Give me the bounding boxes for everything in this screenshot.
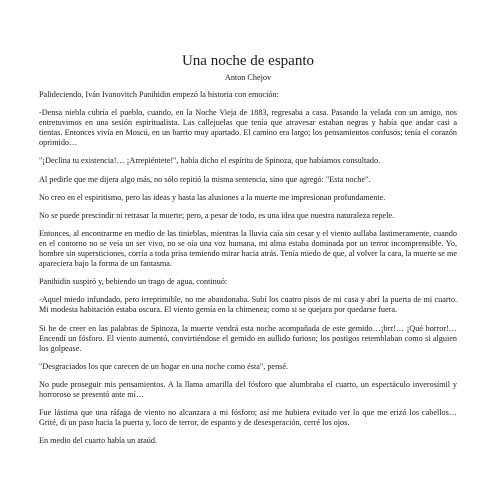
paragraph: No creo en el espiritismo, pero las ideas y hasta las alusiones a la muerte me impresionan profundamente. <box>39 192 386 202</box>
document-author: Anton Chejov <box>224 73 272 82</box>
paragraph: No se puede prescindir ni retrasar la muerte; pero, a pesar de todo, es una idea que nuestra naturaleza repele. <box>39 210 395 220</box>
paragraph: Al pedirle que me dijera algo más, no sólo repitió la misma sentencia, sino que agregó: "Esta noche". <box>39 174 371 184</box>
paragraph: En medio del cuarto había un ataúd. <box>39 436 157 446</box>
paragraph: Panihidin suspiró y, bebiendo un trago de agua, continuó: <box>39 277 228 287</box>
paragraph: Entonces, al encontrarme en medio de las tinieblas, mientras la lluvia caía sin cesar y el viento aullaba lastimeramente, cuando en el contorno no se veía un ser vivo, no se oía una voz humana, mi alma estaba dominada por un terror incomprensible. Yo, hombre sin supersticiones, corría a toda prisa temiendo mirar hacia atrás. Tenía miedo de que, al volver la cara, la muerte se me apareciera bajo la forma de un fantasma. <box>39 228 457 269</box>
paragraph: -Aquel miedo infundado, pero irreprimible, no me abandonaba. Subí los cuatro pisos de mi casa y abrí la puerta de mi cuarto. Mi modesta habitación estaba oscura. El viento gemía en la chimenea; como si se quejara por quedarse fuera. <box>39 295 457 315</box>
paragraph: Fue lástima que una ráfaga de viento no alcanzara a mi fósforo; así me hubiera evitado ver lo que me erizó los cabellos… Grité, di un paso hacia la puerta y, loco de terror, de espanto y de desesperación, cerré los ojos. <box>39 408 457 428</box>
paragraph: No pude proseguir mis pensamientos. A la llama amarilla del fósforo que alumbraba el cuarto, un espectáculo inverosímil y horroroso se presentó ante mí… <box>39 379 457 399</box>
paragraph: Si he de creer en las palabras de Spinoza, la muerte vendrá esta noche acompañada de este gemido…¡brr!… ¡Qué horror!… Encendí un fósforo. El viento aumentó, convirtiéndose el gemido en aullido furioso; los postigos retemblaban como si alguien los golpease. <box>39 323 457 353</box>
paragraph: "¡Declina tu existencia!… ¡Arrepiéntete!", había dicho el espíritu de Spinoza, que habíamos consultado. <box>39 156 381 166</box>
paragraph: -Densa niebla cubría el pueblo, cuando, en la Noche Vieja de 1883, regresaba a casa. Pasando la velada con un amigo, nos entretuvimos en una sesión espiritualista. Las callejuelas que tenía que atravesar estaban negras y había que andar casi a tientas. Entonces vivía en Moscú, en un barrio muy apartado. El camino era largo; los pensamientos confusos; tenía el corazón oprimido… <box>39 108 457 148</box>
document-title: Una noche de espanto <box>181 53 315 69</box>
paragraph: Palideciendo, Iván Ivanovitch Panihidin empezó la historia con emoción: <box>39 90 279 99</box>
paragraph: "Desgraciados los que carecen de un hogar en una noche como ésta", pensé. <box>39 361 289 371</box>
